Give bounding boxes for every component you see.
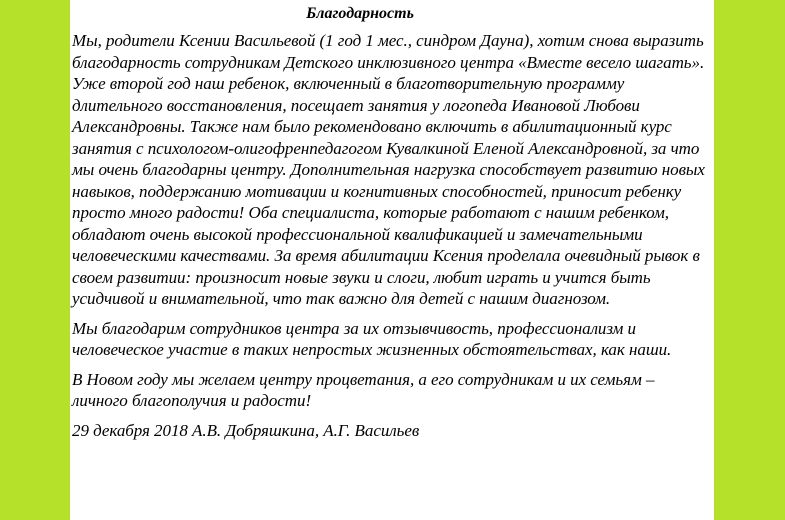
letter-signature: 29 декабря 2018 А.В. Добряшкина, А.Г. Васильев <box>72 420 420 440</box>
letter-title: Благодарность <box>306 5 414 22</box>
letter-page <box>70 0 714 520</box>
letter-paragraph-main: Мы, родители Ксении Васильевой (1 год 1 мес., синдром Дауна), хотим снова выразить благодарность сотрудникам Детского инклюзивного центра «Вместе весело шагать». Уже второй год наш ребенок, включенный в благотворительную программу длительного восстановления, посещает занятия у логопеда Ивановой Любови Александровны. Также нам было рекомендовано включить в абилитационный курс занятия с психологом-олигофренпедагогом Кувалкиной Еленой Александровной, за что мы очень благодарны центру. Дополнительная нагрузка способствует развитию новых навыков, поддержанию мотивации и когнитивных способностей, приносит ребенку просто много радости! Оба специалиста, которые работают с нашим ребенком, обладают очень высокой профессиональной квалификацией и замечательными человеческими качествами. За время абилитации Ксения проделала очевидный рывок в своем развитии: произносит новые звуки и слоги, любит играть и учится быть усидчивой и внимательной, что так важно для детей с нашим диагнозом. <box>72 31 705 308</box>
letter-paragraph-thanks: Мы благодарим сотрудников центра за их отзывчивость, профессионализм и человеческое участие в таких непростых жизненных обстоятельствах, как наши. <box>72 318 672 359</box>
letter-paragraph-wishes: В Новом году мы желаем центру процветания, а его сотрудникам и их семьям – личного благополучия и радости! <box>72 369 655 410</box>
